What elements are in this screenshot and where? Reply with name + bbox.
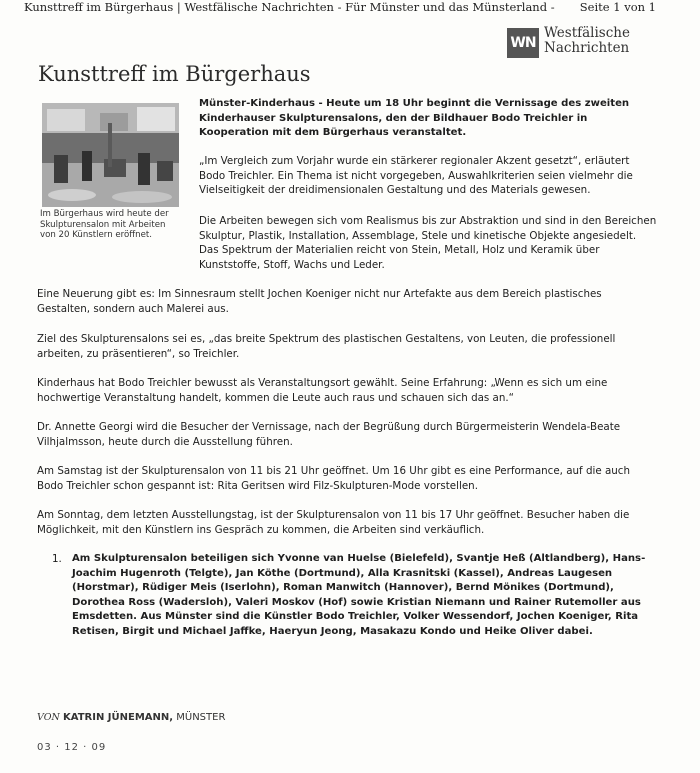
paragraph-2: Die Arbeiten bewegen sich vom Realismus bis zur Abstraktion und sind in den Bereichen Skulptur, Plastik, Installation, Assemblage, Stele und kinetische Objekte angesiedelt. Das Spektrum der Materialien reicht von Stein, Metall, Holz und Keramik über Kunststoffe, Stoff, Wachs und Leder. [199,215,657,271]
print-header [24,0,656,16]
wn-logo-line2: Nachrichten [544,40,630,56]
paragraph-5: Kinderhaus hat Bodo Treichler bewusst als Veranstaltungsort gewählt. Seine Erfahrung: „Wenn es sich um eine hochwertige Veranstaltung handelt, kommen die Leute auch raus und schauen sich das an.“ [37,377,608,404]
paragraph-1: „Im Vergleich zum Vorjahr wurde ein stärkerer regionaler Akzent gesetzt“, erläutert Bodo Treichler. Ein Thema ist nicht vorgegeben, Auswahlkriterien seien vielmehr die Vielseitigkeit der dreidimensionalen Gestaltung und des Materials gewesen. [199,155,633,196]
wn-logo-line1: Westfälische [544,25,630,41]
paragraph-7: Am Samstag ist der Skulpturensalon von 11 bis 21 Uhr geöffnet. Um 16 Uhr gibt es eine Performance, auf die auch Bodo Treichler schon gespannt ist: Rita Geritsen wird Filz-Skulpturen-Mode vorstellen. [37,465,630,492]
wn-logo [507,26,657,60]
article-lead: Münster-Kinderhaus - Heute um 18 Uhr beginnt die Vernissage des zweiten Kinderhauser Skulpturensalons, den der Bildhauer Bodo Treichler in Kooperation mit dem Bürgerhaus veranstaltet. [199,98,630,138]
byline-author: KATRIN JÜNEMANN, [62,712,174,723]
exhibition-hall-photo [42,103,179,207]
page-indicator: Seite 1 von 1 [579,0,656,14]
paragraph-8: Am Sonntag, dem letzten Ausstellungstag, ist der Skulpturensalon von 11 bis 17 Uhr geöffnet. Besucher haben die Möglichkeit, mit den Künstlern ins Gespräch zu kommen, die Arbeiten sind verkäuflich. [37,509,630,536]
list-number: 1. [52,553,62,565]
wn-logo-mark: WN [507,28,539,58]
byline-prefix: VON [37,712,60,723]
handwritten-date: 03 · 12 · 09 [37,742,107,753]
photo-caption: Im Bürgerhaus wird heute der Skulpturensalon mit Arbeiten von 20 Künstlern eröffnet. [40,209,169,240]
paragraph-6: Dr. Annette Georgi wird die Besucher der Vernissage, nach der Begrüßung durch Bürgermeisterin Wendela-Beate Vilhjalmsson, heute durch die Ausstellung führen. [37,421,621,448]
artists-list: Am Skulpturensalon beteiligen sich Yvonne van Huelse (Bielefeld), Svantje Heß (Altlandberg), Hans-Joachim Hugenroth (Telgte), Jan Köthe (Dortmund), Alla Krasnitski (Kassel), Andreas Laugesen (Horstmar), Rüdiger Meis (Iserlohn), Roman Manwitch (Hannover), Bernd Mönikes (Dortmund), Dorothea Ross (Wadersloh), Valeri Moskov (Hof) sowie Kristian Niemann und Rainer Rutemoller aus Emsdetten. Aus Münster sind die Künstler Bodo Treichler, Volker Wessendorf, Jochen Koeniger, Rita Retisen, Birgit und Michael Jaffke, Haeryun Jeong, Masakazu Kondo und Heike Oliver dabei. [72,553,646,637]
paragraph-4: Ziel des Skulpturensalons sei es, „das breite Spektrum des plastischen Gestaltens, von Leuten, die professionell arbeiten, zu präsentieren“, so Treichler. [37,333,616,360]
article-photo [42,103,179,207]
print-header-title: Kunsttreff im Bürgerhaus | Westfälische Nachrichten - Für Münster und das Münsterland - [24,0,555,14]
wn-logo-name [544,26,630,56]
byline-place: MÜNSTER [176,712,226,723]
byline [37,712,225,723]
article-title: Kunsttreff im Bürgerhaus [38,62,311,86]
paragraph-3: Eine Neuerung gibt es: Im Sinnesraum stellt Jochen Koeniger nicht nur Artefakte aus dem Bereich plastisches Gestalten, sondern auch Malerei aus. [37,288,602,315]
